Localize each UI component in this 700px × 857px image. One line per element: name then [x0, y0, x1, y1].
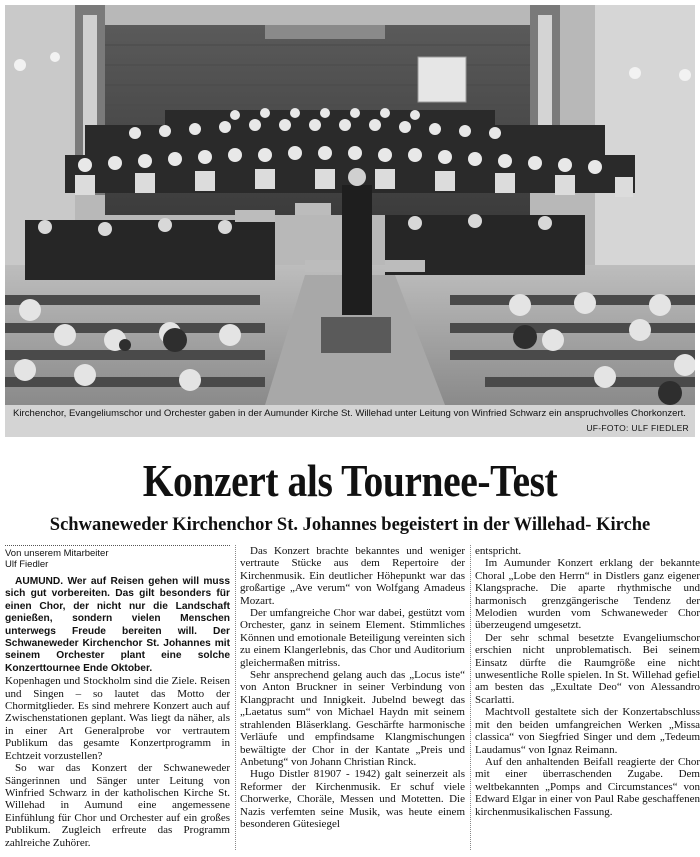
photo-caption — [5, 405, 695, 437]
byline — [5, 545, 230, 573]
body-paragraph: Der umfangreiche Chor war dabei, gestützt vom Orchester, ganz in seinem Element. Stimmliches Können und emotionale Beteiligung vereinten sich zu einem Klangerlebnis, das Chor und Auditorium gleichermaßen mitriss. — [240, 607, 465, 669]
photo-credit: UF-FOTO: ULF FIEDLER — [586, 423, 689, 433]
byline-author: Ulf Fiedler — [5, 559, 49, 570]
headline: Konzert als Tournee-Test — [142, 455, 558, 506]
body-paragraph: Auf den anhaltenden Beifall reagierte der Chor mit einer überraschenden Zugabe. Dem weltbekannten „Pomps and Circumstances“ von Edward Elgar in einer von Paul Rabe geschaffenen kirchenmusikalischen Fassung. — [475, 755, 700, 818]
byline-role: Von unserem Mitarbeiter — [5, 548, 109, 559]
body-paragraph: Sehr ansprechend gelang auch das „Locus iste“ von Anton Bruckner in seiner Verbindung von Klangpracht und Innigkeit. Jubelnd bewegt das „Laetatus sum“ von Michael Haydn mit seinem strahlenden Bläserklang. Geschärfte harmonische Verläufe und empfindsame Klangmischungen bewältigte der Chor in der Kantate „Preis und Anbetung“ von Johann Christian Rinck. — [240, 669, 465, 768]
article-column-1 — [5, 545, 230, 850]
column-divider — [470, 545, 471, 850]
body-paragraph: Das Konzert brachte bekanntes und weniger vertraute Stücke aus dem Repertoire der Kirchenmusik. Ein deutlicher Höhepunkt war das großartige „Ave verum“ von Wolfgang Amadeus Mozart. — [240, 545, 465, 607]
concert-photo-icon — [5, 5, 695, 405]
concert-photo — [5, 5, 695, 405]
body-paragraph: So war das Konzert der Schwaneweder Sängerinnen und Sänger unter Leitung von Winfried Schwarz in der katholischen Kirche St. Willehad in Aumund eine angemessene Einfühlung für Chor und Orchester auf ein großes Publikum. Zugleich erfreute das Programm zahlreiche Zuhörer. — [5, 762, 230, 849]
body-paragraph: Machtvoll gestaltete sich der Konzertabschluss mit den beiden umfangreichen Werken „Missa classica“ von Siegfried Singer und dem „Tedeum Laudamus“ von Ignaz Reimann. — [475, 706, 700, 756]
article-column-2 — [240, 545, 465, 850]
body-paragraph: Der sehr schmal besetzte Evangeliumschor erschien nicht unproblematisch. Bei seinem Einsatz dürfte die Raumgröße eine nicht unwesentliche Rolle spielen. In St. Willehad gefiel am besten das „Exultate Deo“ von Alessandro Scarlatti. — [475, 631, 700, 706]
body-paragraph: Hugo Distler 81907 - 1942) galt seinerzeit als Reformer der Kirchenmusik. Er schuf viele Chorwerke, Choräle, Messen und Motetten. Die Nazis verfemten seine Musik, was heute einem besonderen Gütesiegel — [240, 768, 465, 830]
article-column-3 — [475, 545, 700, 850]
body-paragraph: entspricht. — [475, 545, 522, 557]
body-paragraph: Kopenhagen und Stockholm sind die Ziele. Reisen und Singen – so lautet das Motto der Chormitglieder. Es sind mehrere Konzert auch auf Zwischenstationen geplant. Was liegt da näher, als in einer Art Generalprobe vor vertrautem Publikum das gesamte Konzertprogramm in Echtzeit vorzustellen? — [5, 675, 230, 762]
body-paragraph: Im Aumunder Konzert erklang der bekannte Choral „Lobe den Herrn“ in Distlers ganz eigener Klangsprache. Die aparte rhythmische und harmonisch grenzgängerische Tendenz der Melodien wurden vom Schwaneweder Chor überzeugend umgesetzt. — [475, 557, 700, 632]
photo-caption-text: Kirchenchor, Evangeliumschor und Orchester gaben in der Aumunder Kirche St. Willehad unter Leitung von Winfried Schwarz ein anspruchvolles Chorkonzert. — [13, 408, 686, 419]
subheadline: Schwaneweder Kirchenchor St. Johannes begeistert in der Willehad- Kirche — [49, 515, 651, 535]
column-divider — [235, 545, 236, 850]
lead-paragraph: AUMUND. Wer auf Reisen gehen will muss sich gut vorbereiten. Das gilt besonders für einen Chor, der nicht nur die Landschaft genießen, sondern vielen Menschen unterwegs Freude bereiten will. Der Schwaneweder Kirchenchor St. Johannes mit seinem Orchester plant eine solche Konzerttournee Ende Oktober. — [5, 576, 230, 674]
